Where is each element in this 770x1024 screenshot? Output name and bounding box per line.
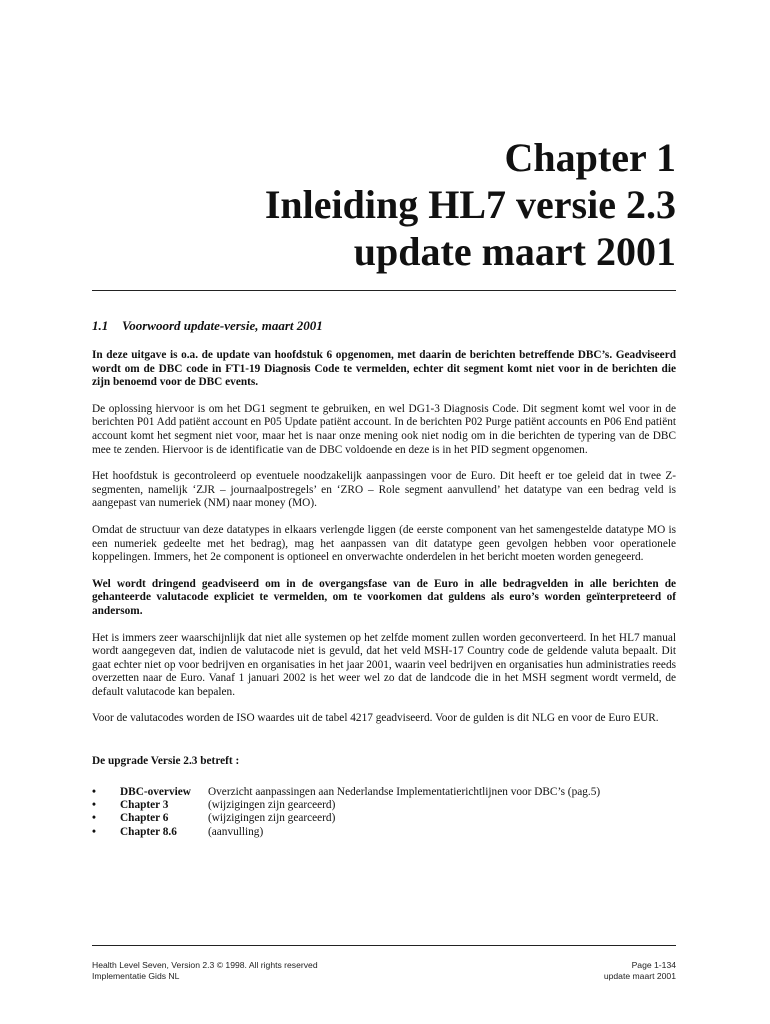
list-item: [92, 812, 676, 825]
footer-row: [92, 971, 676, 982]
paragraph-iso-codes: Voor de valutacodes worden de ISO waardes uit de tabel 4217 geadviseerd. Voor de gulden is dit NLG en voor de Euro EUR.: [92, 712, 659, 725]
paragraph-datatype-structure: Omdat de structuur van deze datatypes in elkaars verlengde liggen (de eerste component van het samengestelde datatype MO is een numeriek gedeelte met het bedrag), mag het aanpassen van dit datatype geen gevolgen hebben voor operationele koppelingen. Immers, het 2e component is optioneel en onverwachte onderdelen in het bericht moeten worden genegeerd.: [92, 523, 676, 564]
paragraph-solution: De oplossing hiervoor is om het DG1 segment te gebruiken, en wel DG1-3 Diagnosis Code. Dit segment komt wel voor in de berichten P01 Add patiënt account en P05 Update patiënt account. In de berichten P02 Purge patiënt accounts en P06 End patiënt account komt het segment niet voor, maar het is naar onze mening ook niet nodig om in die berichten de typering van de DBC mee te zenden. Hiervoor is de identificatie van de DBC voldoende en deze is in het PID segment opgenomen.: [92, 402, 676, 456]
footer-divider: [92, 945, 676, 946]
list-item: [92, 826, 676, 839]
list-item-name: Chapter 6: [120, 812, 169, 825]
paragraph-currency-advice: Wel wordt dringend geadviseerd om in de overgangsfase van de Euro in alle bedragvelden in alle berichten de gehanteerde valutacode expliciet te vermelden, om te voorkomen dat guldens als euro’s worden geïnterpreteerd of andersom.: [92, 577, 676, 617]
document-page: [92, 0, 676, 1024]
section-number: 1.1: [92, 318, 109, 333]
footer-update-date: update maart 2001: [603, 971, 676, 981]
section-body: [92, 318, 676, 839]
list-item-name: DBC-overview: [120, 785, 191, 798]
chapter-number: Chapter 1: [504, 135, 676, 180]
chapter-name-line-2: update maart 2001: [353, 229, 676, 274]
list-item-description: (wijzigingen zijn gearceerd): [208, 799, 336, 812]
list-item-name: Chapter 8.6: [120, 825, 177, 838]
upgrade-heading: De upgrade Versie 2.3 betreft :: [92, 755, 240, 768]
footer-copyright: Health Level Seven, Version 2.3 © 1998. All rights reserved: [92, 960, 318, 970]
title-divider: [92, 290, 676, 291]
bullet-icon: •: [92, 825, 96, 838]
footer-guide-name: Implementatie Gids NL: [92, 971, 180, 981]
chapter-name-line-1: Inleiding HL7 versie 2.3: [264, 182, 676, 227]
list-item: [92, 799, 676, 812]
page-footer: [92, 960, 676, 982]
list-item-description: (aanvulling): [208, 825, 264, 838]
section-title: Voorwoord update-versie, maart 2001: [122, 318, 323, 333]
footer-page-number: Page 1-134: [631, 960, 676, 970]
bullet-icon: •: [92, 799, 96, 812]
paragraph-euro-check: Het hoofdstuk is gecontroleerd op eventuele noodzakelijk aanpassingen voor de Euro. Dit heeft er toe geleid dat in twee Z-segmenten, namelijk ‘ZJR – journaalpostregels’ en ‘ZRO – Role segment aanvullend’ het datatype van een bedrag veld is aangepast van numeriek (NM) naar money (MO).: [92, 470, 676, 510]
list-item-name: Chapter 3: [120, 799, 169, 812]
bullet-icon: •: [92, 812, 96, 825]
list-item-description: (wijzigingen zijn gearceerd): [208, 812, 336, 825]
bullet-icon: •: [92, 785, 96, 798]
paragraph-conversion: Het is immers zeer waarschijnlijk dat niet alle systemen op het zelfde moment zullen worden geconverteerd. In het HL7 manual wordt aangegeven dat, indien de valutacode niet is gevuld, dat het veld MSH-17 Country code de geldende valuta bepaalt. Dit gaat echter niet op voor bedrijven en organisaties in het jaar 2001, waarin veel bedrijven en organisaties hun administraties reeds overzetten naar de Euro. Vanaf 1 januari 2002 is het weer wel zo dat de landcode die in het MSH segment wordt vermeld, de default valutacode kan bepalen.: [92, 631, 676, 698]
section-heading: [92, 318, 676, 334]
upgrade-list: [92, 786, 676, 840]
list-item-description: Overzicht aanpassingen aan Nederlandse Implementatierichtlijnen voor DBC’s (pag.5): [208, 785, 601, 798]
footer-row: [92, 960, 676, 971]
list-item: [92, 786, 676, 799]
spacer: [92, 739, 676, 755]
chapter-title: [92, 134, 676, 275]
paragraph-intro: In deze uitgave is o.a. de update van hoofdstuk 6 opgenomen, met daarin de berichten betreffende DBC’s. Geadviseerd wordt om de DBC code in FT1-19 Diagnosis Code te vermelden, echter dit segment komt niet voor in de berichten die zijn benoemd voor de DBC events.: [92, 349, 676, 389]
